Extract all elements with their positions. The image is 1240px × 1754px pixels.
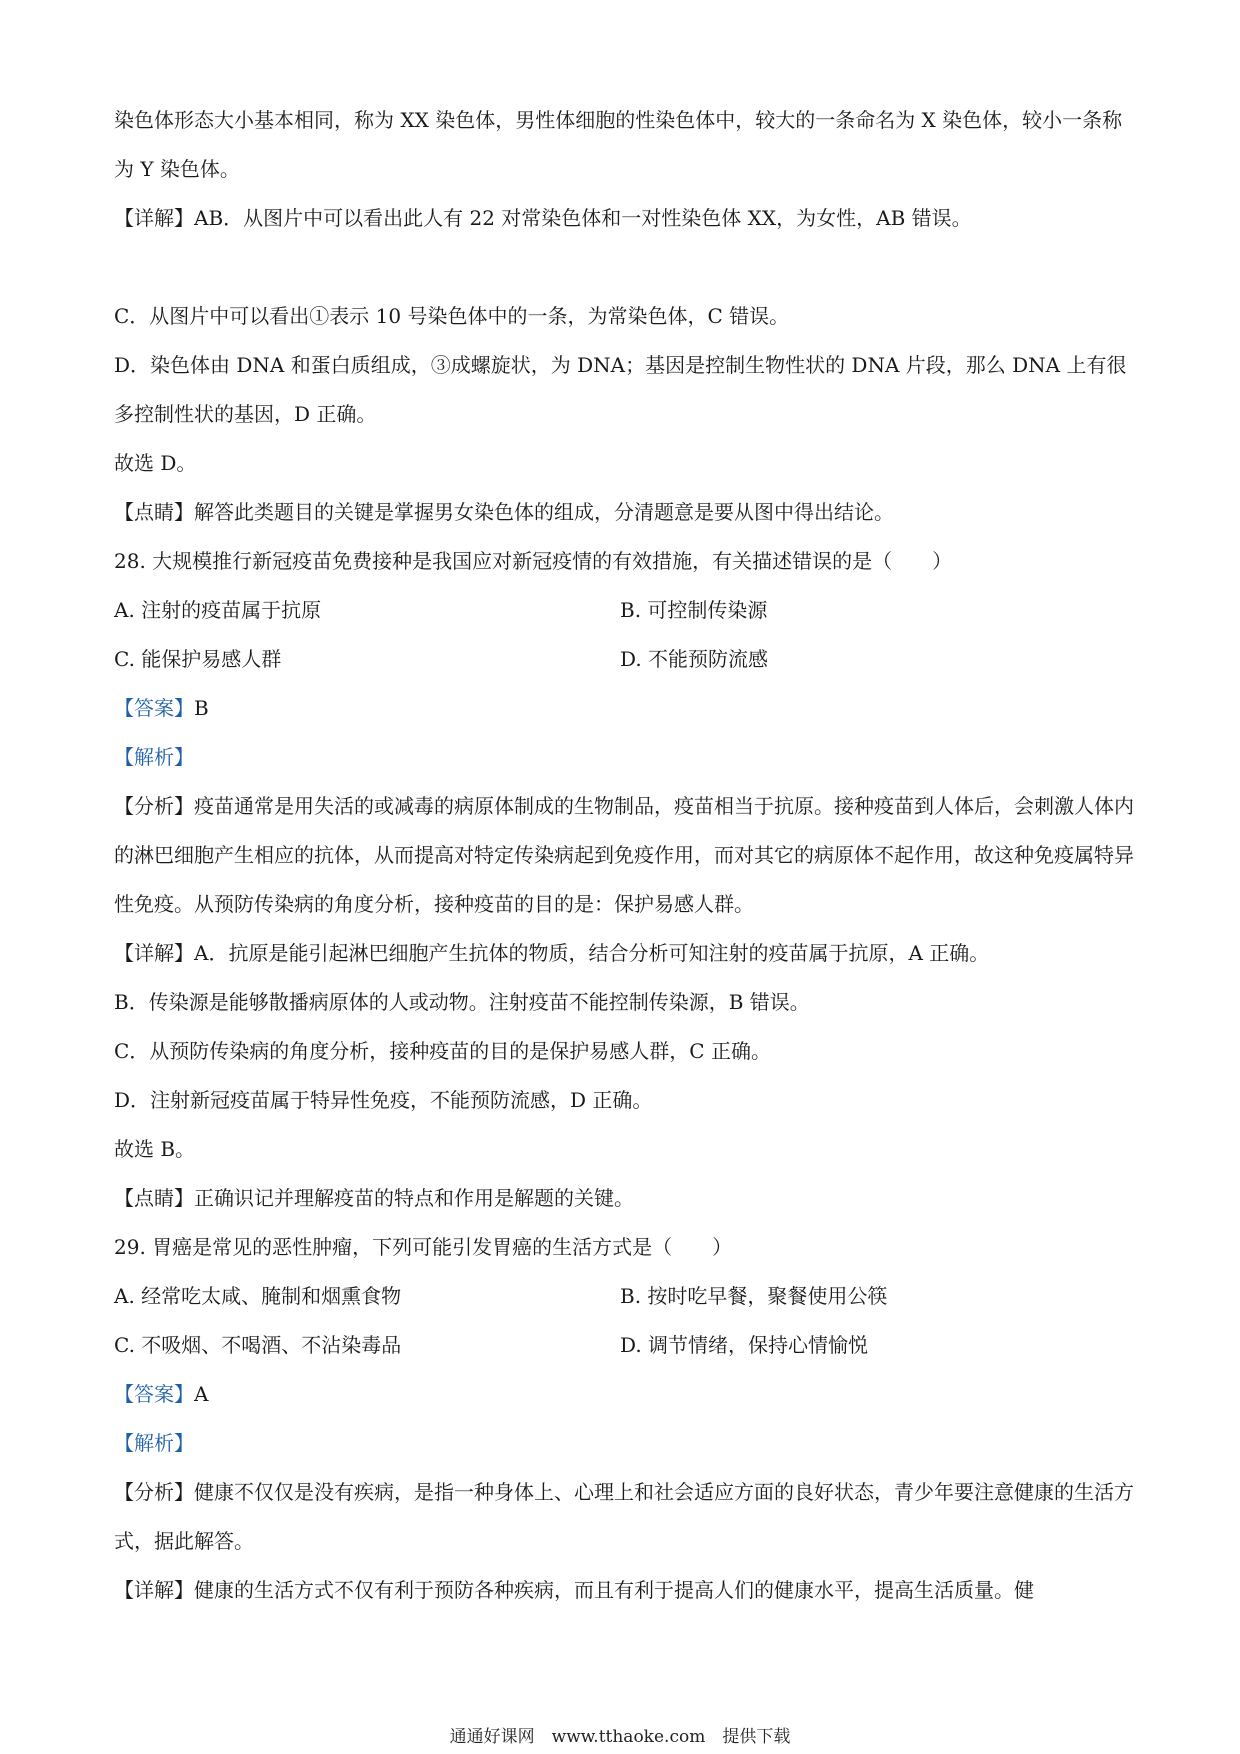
- analysis-tag: 【解析】: [114, 745, 194, 769]
- question-29-analysis: 【分析】健康不仅仅是没有疾病，是指一种身体上、心理上和社会适应方面的良好状态，青少年要注意健康的生活方式，据此解答。: [114, 1480, 1134, 1553]
- option-c: C. 能保护易感人群: [114, 647, 282, 671]
- question-29-answer: [114, 1370, 1134, 1419]
- paragraph-detail-c: C．从图片中可以看出①表示 10 号染色体中的一条，为常染色体，C 错误。: [114, 304, 790, 328]
- page-footer: 通通好课网 www.tthaoke.com 提供下载: [449, 1727, 791, 1747]
- option-a: A. 经常吃太咸、腌制和烟熏食物: [114, 1284, 402, 1308]
- option-a: A. 注射的疫苗属于抗原: [114, 598, 322, 622]
- paragraph-key-point: 【点睛】解答此类题目的关键是掌握男女染色体的组成，分清题意是要从图中得出结论。: [114, 500, 894, 524]
- question-28-choose: 故选 B。: [114, 1137, 196, 1161]
- question-28-key-point: 【点睛】正确识记并理解疫苗的特点和作用是解题的关键。: [114, 1186, 634, 1210]
- option-b: B. 可控制传染源: [620, 598, 768, 622]
- answer-value: B: [194, 696, 209, 720]
- question-28-detail-a: 【详解】A．抗原是能引起淋巴细胞产生抗体的物质，结合分析可知注射的疫苗属于抗原，A 正确。: [114, 941, 990, 965]
- answer-value: A: [194, 1382, 209, 1406]
- question-29-stem: 29. 胃癌是常见的恶性肿瘤，下列可能引发胃癌的生活方式是（ ）: [114, 1235, 733, 1259]
- question-28-analysis: 【分析】疫苗通常是用失活的或减毒的病原体制成的生物制品，疫苗相当于抗原。接种疫苗到人体后，会刺激人体内的淋巴细胞产生相应的抗体，从而提高对特定传染病起到免疫作用，而对其它的病原体不起作用，故这种免疫属特异性免疫。从预防传染病的角度分析，接种疫苗的目的是：保护易感人群。: [114, 794, 1134, 916]
- question-28-answer: [114, 684, 1134, 733]
- option-d: D. 调节情绪，保持心情愉悦: [620, 1333, 869, 1357]
- question-28-detail-b: B．传染源是能够散播病原体的人或动物。注射疫苗不能控制传染源，B 错误。: [114, 990, 810, 1014]
- question-28-detail-c: C．从预防传染病的角度分析，接种疫苗的目的是保护易感人群，C 正确。: [114, 1039, 771, 1063]
- question-29-detail: 【详解】健康的生活方式不仅有利于预防各种疾病，而且有利于提高人们的健康水平，提高生活质量。健: [114, 1578, 1034, 1602]
- question-28-stem: 28. 大规模推行新冠疫苗免费接种是我国应对新冠疫情的有效措施，有关描述错误的是（ ）: [114, 549, 953, 573]
- answer-tag: 【答案】: [114, 696, 194, 720]
- option-b: B. 按时吃早餐，聚餐使用公筷: [620, 1284, 888, 1308]
- answer-tag: 【答案】: [114, 1382, 194, 1406]
- document-page: [114, 96, 1134, 1615]
- option-d: D. 不能预防流感: [620, 647, 769, 671]
- paragraph-chromosome-intro: 染色体形态大小基本相同，称为 XX 染色体，男性体细胞的性染色体中，较大的一条命名为 X 染色体，较小一条称为 Y 染色体。: [114, 108, 1123, 181]
- paragraph-detail-d: D．染色体由 DNA 和蛋白质组成，③成螺旋状，为 DNA；基因是控制生物性状的 DNA 片段，那么 DNA 上有很多控制性状的基因，D 正确。: [114, 353, 1127, 426]
- question-28-detail-d: D．注射新冠疫苗属于特异性免疫，不能预防流感，D 正确。: [114, 1088, 653, 1112]
- paragraph-detail-ab: 【详解】AB．从图片中可以看出此人有 22 对常染色体和一对性染色体 XX，为女性，AB 错误。: [114, 206, 972, 230]
- question-29-options: [114, 1272, 1134, 1370]
- analysis-tag: 【解析】: [114, 1431, 194, 1455]
- option-c: C. 不吸烟、不喝酒、不沾染毒品: [114, 1333, 402, 1357]
- blank-line: [114, 243, 1134, 292]
- paragraph-choose: 故选 D。: [114, 451, 197, 475]
- question-28-options: [114, 586, 1134, 684]
